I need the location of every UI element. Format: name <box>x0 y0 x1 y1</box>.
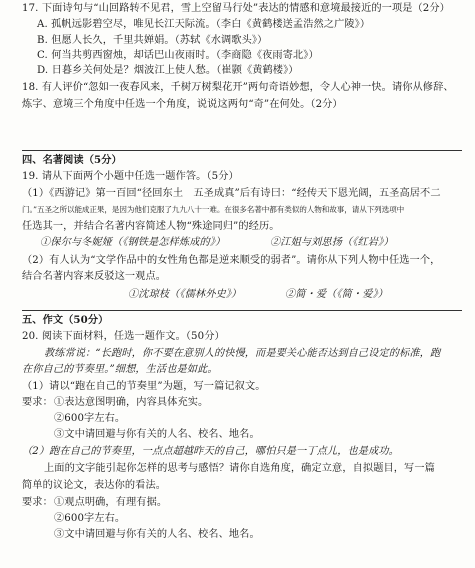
section5-title: 五、作文（50分） <box>22 314 109 326</box>
q19-2-option-2: ②简・爱（《简・爱》） <box>285 289 388 300</box>
q17-option-b: B. 但愿人长久，千里共婵娟。（苏轼《水调歌头》） <box>37 35 268 46</box>
q20-task-1-req-3: ③文中请回避与你有关的人名、校名、地名。 <box>54 429 260 440</box>
q17-option-d: D. 日暮乡关何处是？烟波江上使人愁。（崔颢《黄鹤楼》） <box>37 65 299 76</box>
q20-task-1-req-1: ①表达意图明确，内容具体充实。 <box>54 397 209 408</box>
q17-stem: 17. 下面诗句与“山回路转不见君，雪上空留马行处”表达的情感和意境最接近的一项是（2分） <box>22 3 450 14</box>
q20-task-2-line-3: 简单的议论文，表达你的看法。 <box>22 480 167 491</box>
q18-line-1: 18. 有人评价“忽如一夜春风来，千树万树梨花开”两句奇语妙想，令人心神一快。请你从修辞、 <box>22 82 454 93</box>
q19-1-option-1: ①保尔与冬妮娅（《钢铁是怎样炼成的》） <box>40 237 226 248</box>
q20-task-2-line-1: （2）跑在自己的节奏里，一点点超越昨天的自己，哪怕只是一丁点儿，也是成功。 <box>22 446 399 457</box>
q20-material-line-2: 在你自己的节奏里。”细想，生活也是如此。 <box>22 364 218 375</box>
q19-1-line-3: 任选其一，并结合名著内容简述人物“殊途同归”的经历。 <box>22 221 280 232</box>
section-divider <box>22 150 462 151</box>
q19-1-option-2: ②江姐与刘思扬（《红岩》） <box>270 237 394 248</box>
q17-option-c: C. 何当共剪西窗烛，却话巴山夜雨时。（李商隐《夜雨寄北》） <box>37 50 319 61</box>
q20-intro: 20. 阅读下面材料，任选一题作文。（50分） <box>22 331 225 342</box>
q19-2-line-1: （2）有人认为“文学作品中的女性角色都是逆来顺受的弱者”。请你从下列人物中任选一个， <box>22 255 441 266</box>
q20-task-1: （1）请以“跑在自己的节奏里”为题，写一篇记叙文。 <box>22 381 266 392</box>
section4-title: 四、名著阅读（5分） <box>22 154 122 166</box>
q20-task-2-req-2: ②600字左右。 <box>54 513 126 524</box>
q20-task-1-req-label: 要求： <box>22 397 53 408</box>
q17-option-a: A. 孤帆远影碧空尽，唯见长江天际流。（李白《黄鹤楼送孟浩然之广陵》） <box>37 19 371 30</box>
q20-task-2-line-2: 上面的文字能引起你怎样的思考与感悟？请你自选角度，确定立意，自拟题目，写一篇 <box>44 463 435 474</box>
q19-2-line-2: 结合名著内容来反驳这一观点。 <box>22 271 167 282</box>
q20-task-2-req-1: ①观点明确，有理有据。 <box>54 497 168 508</box>
q19-1-line-2: 门。”五圣之所以能成正果，是因为他们克服了九九八十一难。在很多名著中都有类似的人物和故事，请从下列选项中 <box>22 205 405 214</box>
q19-2-option-1: ①沈琼枝（《儒林外史》） <box>128 289 242 300</box>
q19-1-line-1: （1）《西游记》第一百回“径回东土 五圣成真”后有诗曰：“经传天下恩光阔，五圣高居不二 <box>22 188 441 199</box>
q19-intro: 19. 请从下面两个小题中任选一题作答。（5分） <box>22 171 239 182</box>
section-divider <box>22 310 462 311</box>
q18-line-2: 炼字、意境三个角度中任选一个角度，说说这两句“奇”在何处。（2分） <box>22 99 343 110</box>
q20-task-1-req-2: ②600字左右。 <box>54 413 126 424</box>
q20-task-2-req-3: ③文中请回避与你有关的人名、校名、地名。 <box>54 529 260 540</box>
q20-material-line-1: 教练常说：“长跑时，你不要在意别人的快慢，而是要关心能否达到自己设定的标准，跑 <box>44 348 441 359</box>
q20-task-2-req-label: 要求： <box>22 497 53 508</box>
